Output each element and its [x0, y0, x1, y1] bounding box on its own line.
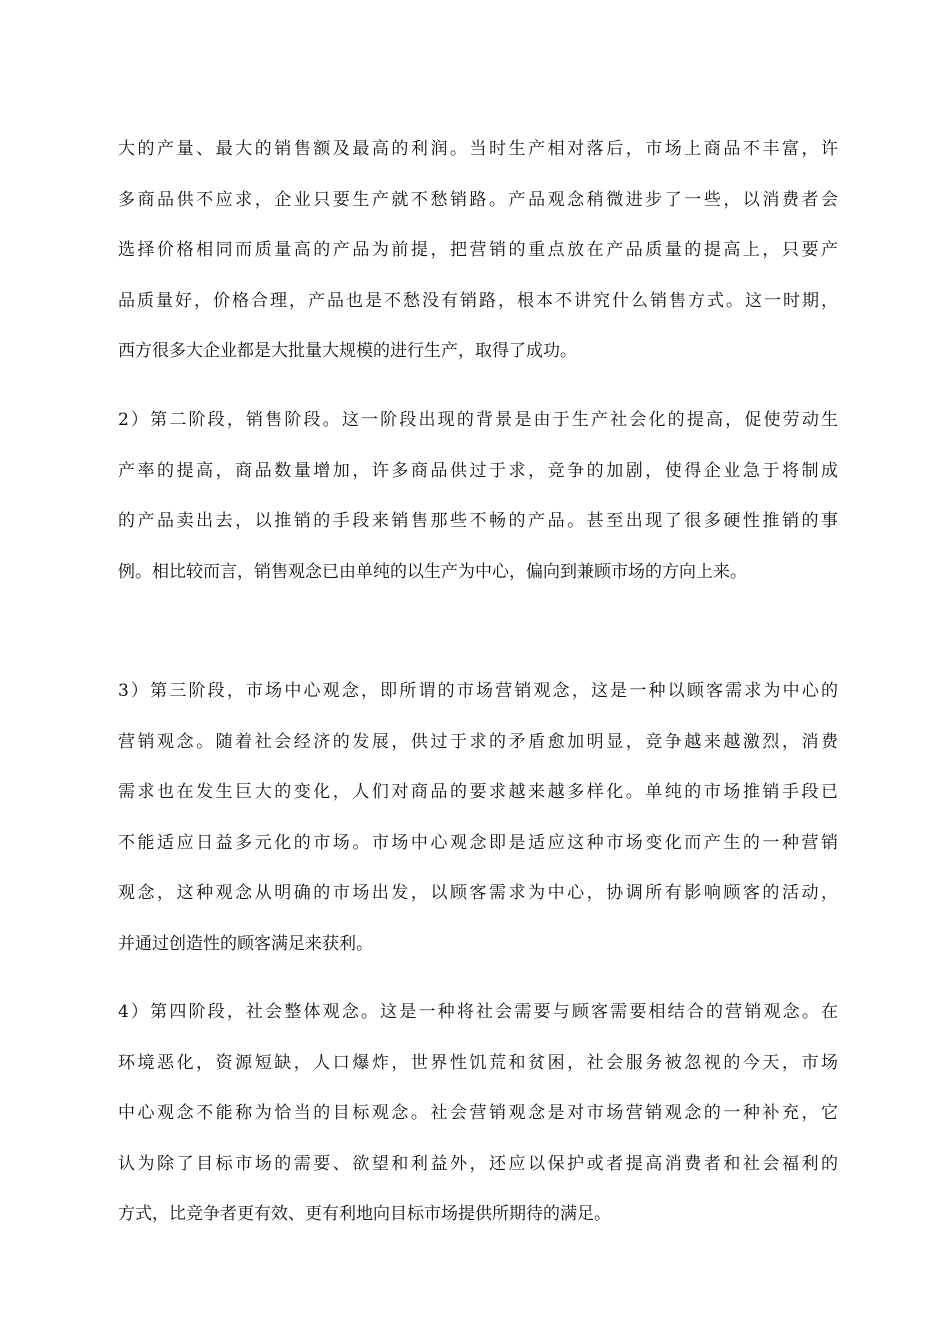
paragraph-social-stage [118, 1004, 838, 1257]
paragraph-line: 的产品卖出去，以推销的手段来销售那些不畅的产品。甚至出现了很多硬性推销的事 [118, 511, 838, 531]
paragraph-line: 品质量好，价格合理，产品也是不愁没有销路，根本不讲究什么销售方式。这一时期， [118, 290, 838, 311]
paragraph-line: 观念，这种观念从明确的市场出发，以顾客需求为中心，协调所有影响顾客的活动， [118, 883, 838, 903]
paragraph-line: 选择价格相同而质量高的产品为前提，把营销的重点放在产品质量的提高上，只要产 [118, 240, 838, 260]
paragraph-line: 例。相比较而言，销售观念已由单纯的以生产为中心，偏向到兼顾市场的方向上来。 [118, 561, 747, 582]
paragraph-market-stage [118, 683, 838, 986]
paragraph-line: 西方很多大企业都是大批量大规模的进行生产，取得了成功。 [118, 341, 577, 361]
paragraph-sales-stage [118, 412, 838, 614]
paragraph-line: 中心观念不能称为恰当的目标观念。社会营销观念是对市场营销观念的一种补充，它 [118, 1103, 838, 1123]
paragraph-line: 4）第四阶段，社会整体观念。这是一种将社会需要与顾客需要相结合的营销观念。在 [118, 1002, 838, 1022]
paragraph-line: 营销观念。随着社会经济的发展，供过于求的矛盾愈加明显，竞争越来越激烈，消费 [118, 731, 838, 752]
paragraph-line: 3）第三阶段，市场中心观念，即所谓的市场营销观念，这是一种以顾客需求为中心的 [118, 681, 838, 701]
paragraph-line: 2）第二阶段，销售阶段。这一阶段出现的背景是由于生产社会化的提高，促使劳动生 [118, 410, 838, 430]
paragraph-line: 方式，比竞争者更有效、更有利地向目标市场提供所期待的满足。 [118, 1204, 611, 1224]
paragraph-production-stage [118, 141, 838, 394]
paragraph-line: 需求也在发生巨大的变化，人们对商品的要求越来越多样化。单纯的市场推销手段已 [118, 782, 838, 802]
paragraph-line: 产率的提高，商品数量增加，许多商品供过于求，竞争的加剧，使得企业急于将制成 [118, 460, 838, 481]
paragraph-line: 并通过创造性的顾客满足来获利。 [118, 933, 373, 954]
paragraph-line: 环境恶化，资源短缺，人口爆炸，世界性饥荒和贫困，社会服务被忽视的今天，市场 [118, 1052, 838, 1073]
paragraph-line: 多商品供不应求，企业只要生产就不愁销路。产品观念稍微进步了一些，以消费者会 [118, 189, 838, 210]
paragraph-line: 大的产量、最大的销售额及最高的利润。当时生产相对落后，市场上商品不丰富，许 [118, 139, 838, 159]
paragraph-line: 认为除了目标市场的需要、欲望和利益外，还应以保护或者提高消费者和社会福利的 [118, 1153, 838, 1174]
paragraph-line: 不能适应日益多元化的市场。市场中心观念即是适应这种市场变化而产生的一种营销 [118, 832, 838, 853]
